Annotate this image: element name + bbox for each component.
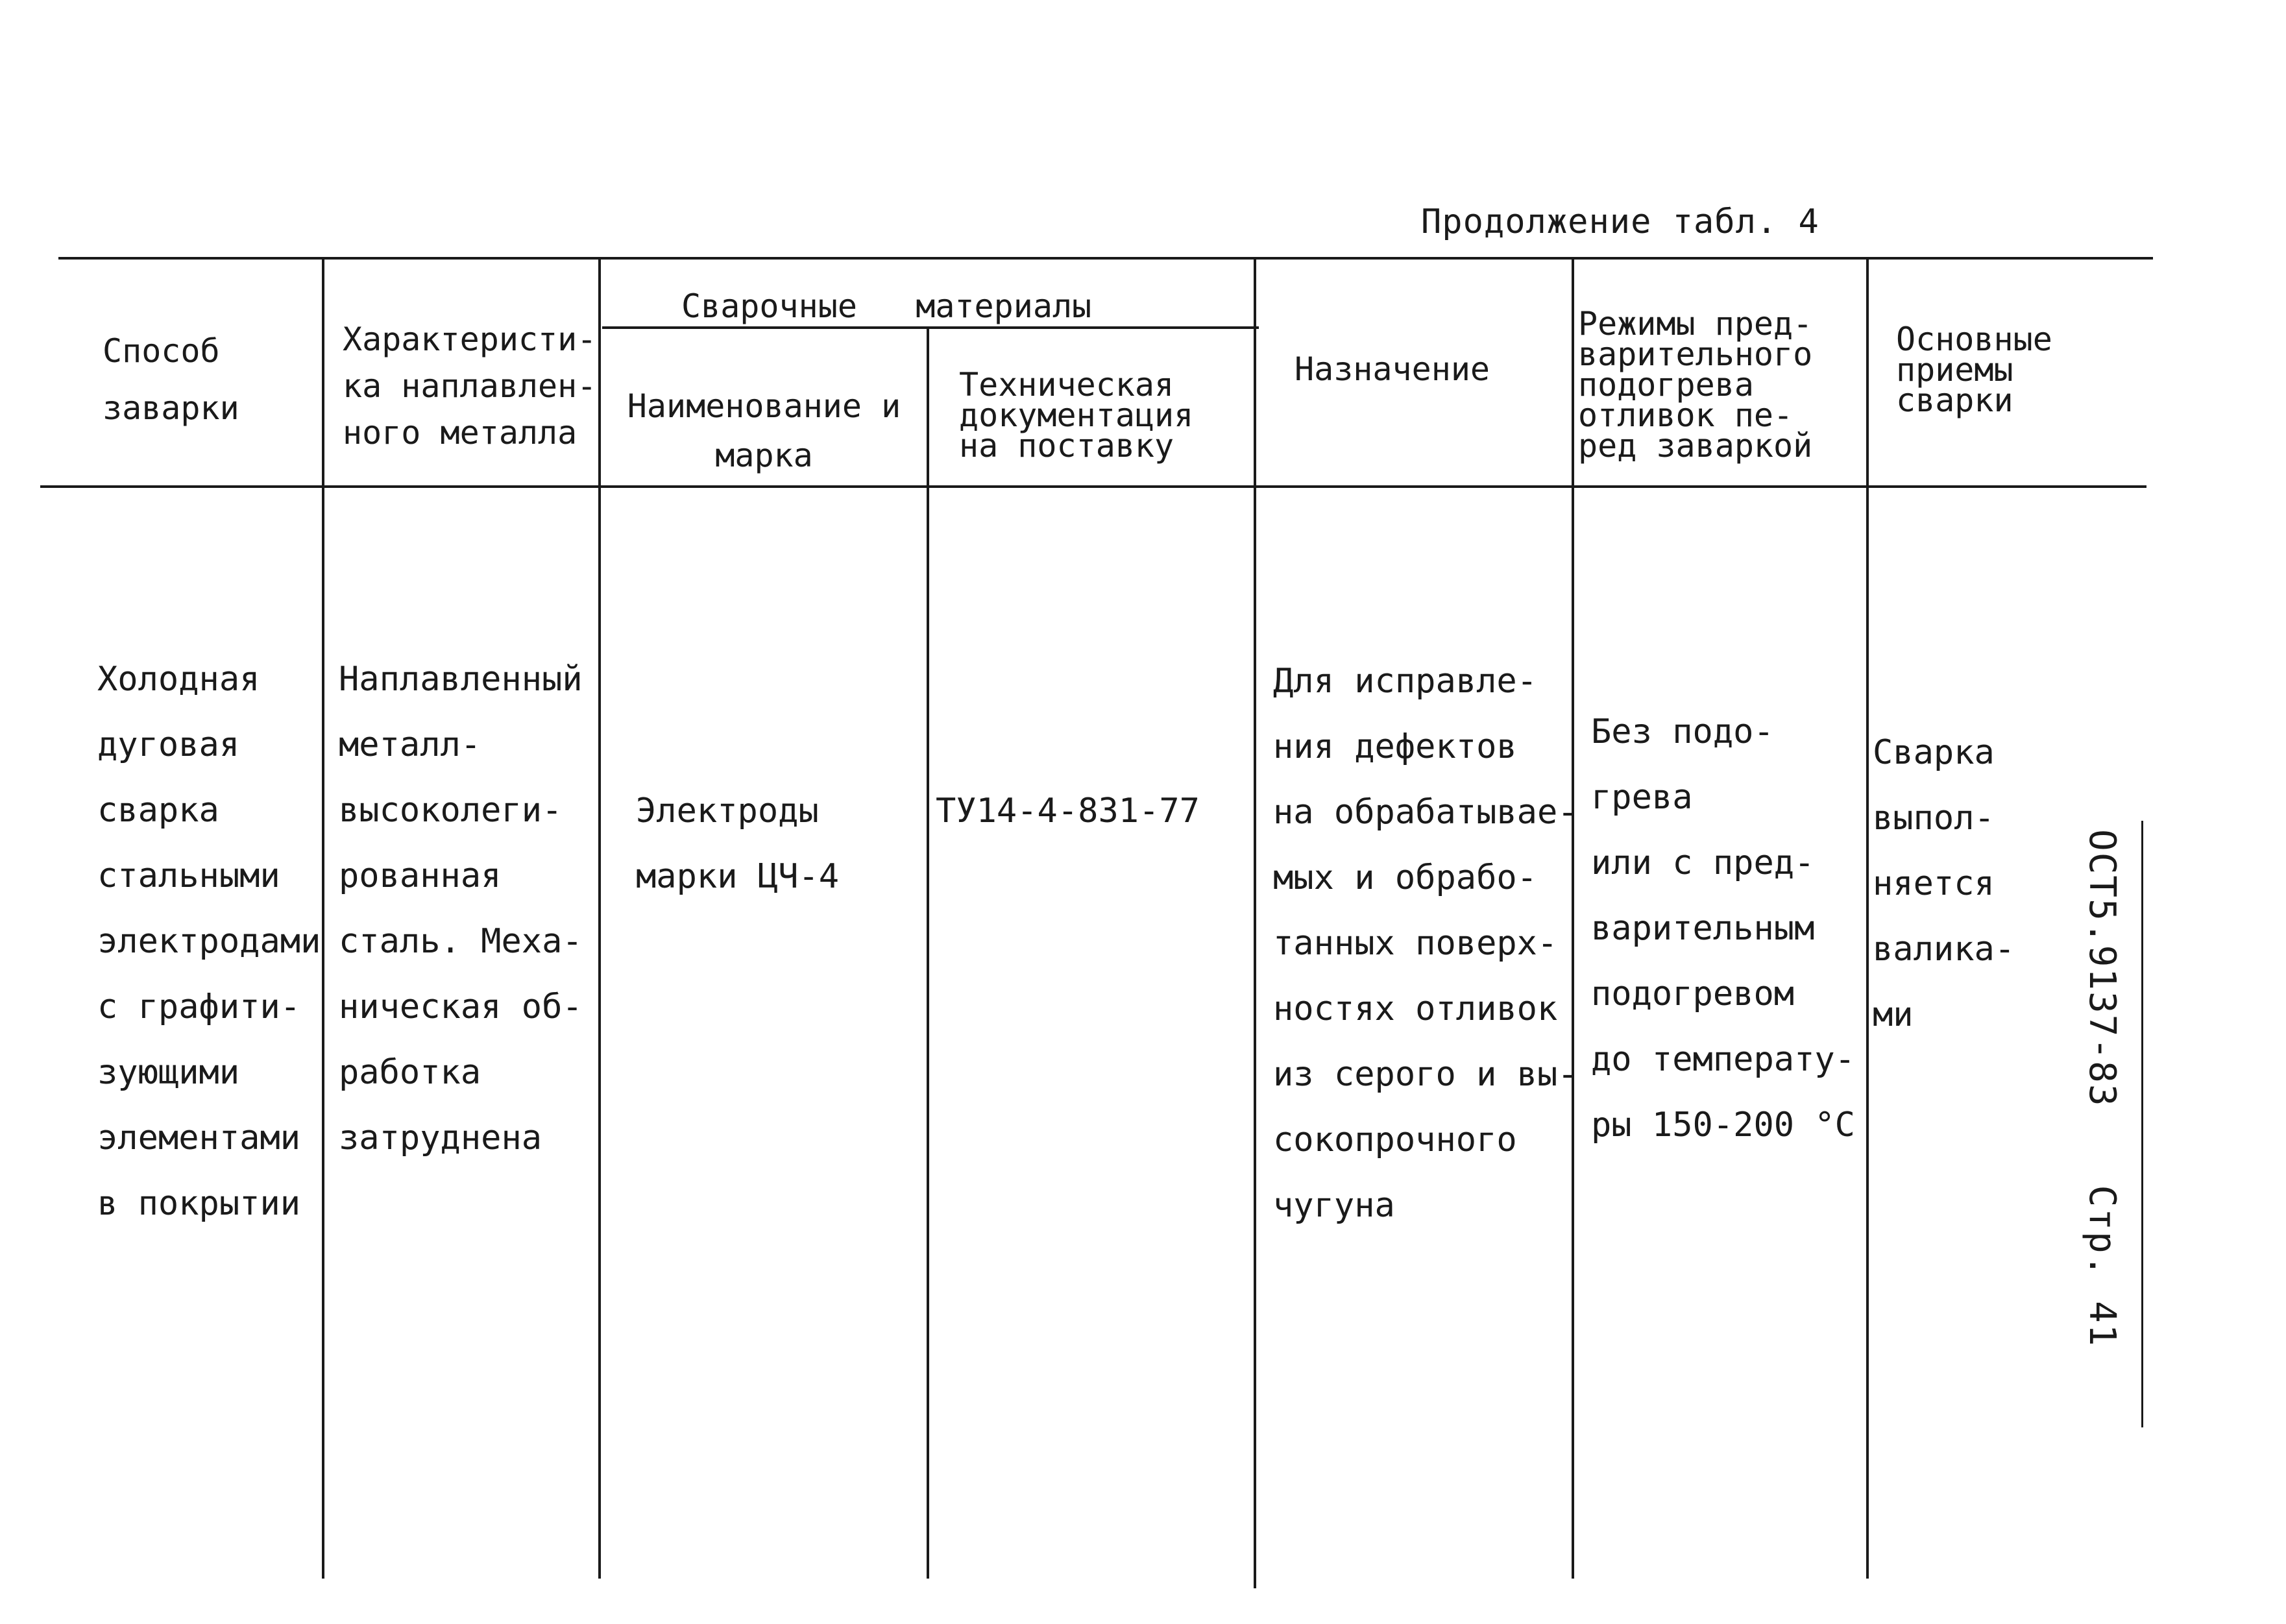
header-method: Способ заварки	[103, 332, 239, 427]
side-page-number: Стр. 41	[2081, 1185, 2123, 1348]
cell-welding-techniques: Сварка выпол- няется валика- ми	[1873, 733, 2015, 1034]
table-top-border	[58, 257, 2153, 260]
table-caption: Продолжение табл. 4	[1421, 202, 1819, 241]
header-deposited-metal: Характеристи- ка наплавлен- ного металла	[343, 321, 597, 452]
cell-preheat-modes: Без подо- грева или с пред- варительным подогревом до температу- ры 150-200 °С	[1591, 712, 1855, 1145]
cell-technical-docs: ТУ14-4-831-77	[936, 792, 1200, 830]
column-divider-4	[1254, 258, 1256, 1588]
column-divider-3	[927, 326, 929, 1579]
cell-method: Холодная дуговая сварка стальными электродами с графити- зующими элементами в покрытии	[97, 660, 321, 1223]
column-divider-6	[1866, 258, 1869, 1579]
column-divider-1	[322, 258, 324, 1579]
header-welding-materials-group: Сварочные материалы	[681, 287, 1092, 325]
group-header-divider	[602, 326, 1259, 329]
header-name-grade: Наименование и марка	[627, 387, 901, 474]
header-purpose: Назначение	[1295, 350, 1490, 388]
header-technical-docs: Техническая документация на поставку	[959, 366, 1194, 465]
column-divider-2	[598, 258, 601, 1579]
header-preheat-modes: Режимы пред- варительного подогрева отливок пе- ред заваркой	[1578, 305, 1813, 465]
cell-purpose: Для исправле- ния дефектов на обрабатывае- мых и обрабо- танных поверх- ностях отливок из серого и вы- сокопрочного чугуна	[1273, 662, 1578, 1225]
side-document-label	[2081, 829, 2123, 1348]
cell-deposited-metal: Наплавленный металл- высоколеги- рованная сталь. Меха- ническая об- работка затруднена	[339, 660, 583, 1157]
side-margin-line	[2141, 821, 2143, 1427]
cell-name-grade: Электроды марки ЦЧ-4	[636, 792, 840, 896]
header-bottom-border	[40, 485, 2146, 488]
header-welding-techniques: Основные приемы сварки	[1896, 321, 2052, 419]
side-document-code: ОСТ5.9137-83	[2081, 829, 2123, 1108]
